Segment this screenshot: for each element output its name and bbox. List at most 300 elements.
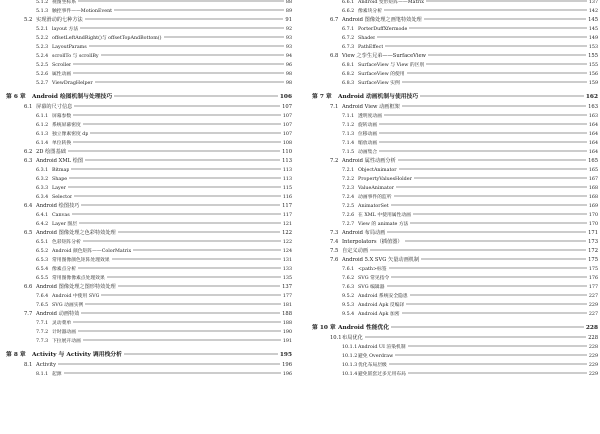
toc-entry-page: 164 (588, 150, 598, 155)
toc-entry-page: 106 (279, 94, 292, 100)
toc-entry-title: ValueAnimator (358, 186, 394, 191)
toc-leader-line (379, 151, 587, 152)
toc-entry-title: Android 图像处理之画笔特效处理 (342, 17, 422, 23)
toc-entry-number: 5.1.2 (36, 0, 49, 5)
toc-entry-number: 6.5.1 (36, 240, 49, 245)
toc-entry-number: 第 10 章 (312, 325, 336, 331)
toc-entry (312, 274, 598, 283)
toc-entry-title: Android 绘图机制与处理技巧 (32, 94, 113, 100)
toc-entry-page: 93 (285, 45, 292, 50)
toc-leader-line (370, 250, 586, 251)
toc-entry (6, 211, 292, 220)
toc-leader-line (83, 241, 281, 242)
toc-entry-page: 163 (588, 114, 598, 119)
toc-entry-page: 170 (588, 213, 598, 218)
toc-entry-page: 190 (282, 330, 292, 335)
toc-entry-page: 191 (282, 339, 292, 344)
toc-entry (312, 52, 598, 61)
toc-entry-title: 自定义动画 (342, 248, 368, 254)
toc-leader-line (133, 250, 281, 251)
toc-entry-number: 7.6.4 (36, 294, 49, 299)
toc-left-column (6, 0, 292, 379)
toc-entry-title: 系统屏幕密度 (52, 123, 81, 128)
toc-entry (312, 229, 598, 238)
toc-leader-line (391, 205, 587, 206)
toc-entry (312, 370, 598, 379)
toc-entry (312, 343, 598, 352)
toc-entry (312, 61, 598, 70)
toc-entry-page: 227 (588, 312, 598, 317)
toc-entry-page: 177 (282, 294, 292, 299)
toc-entry-page: 115 (282, 186, 292, 191)
toc-entry-number: 6.3.1 (36, 168, 49, 173)
toc-entry-page: 188 (282, 311, 292, 317)
toc-leader-line (81, 313, 280, 314)
toc-entry (6, 319, 292, 328)
toc-entry-number: 7.3 (330, 230, 339, 236)
toc-entry (6, 361, 292, 370)
toc-leader-line (413, 214, 587, 215)
toc-entry-title: Activity 与 Activity 调用栈分析 (32, 352, 122, 358)
toc-entry-number: 5.2.6 (36, 72, 49, 77)
toc-leader-line (410, 223, 586, 224)
toc-entry-number: 5.2.1 (36, 27, 49, 32)
toc-entry-page: 135 (282, 276, 292, 281)
toc-leader-line (402, 313, 587, 314)
toc-entry-page: 98 (285, 72, 292, 77)
toc-entry-title: Android XML 绘图 (36, 158, 84, 164)
toc-entry (6, 166, 292, 175)
toc-entry-number: 6.1 (24, 104, 33, 110)
toc-entry (312, 247, 598, 256)
toc-entry (312, 292, 598, 301)
toc-leader-line (379, 133, 587, 134)
toc-entry-title: Android 颜色矩阵——ColorMatrix (52, 249, 132, 254)
toc-entry-number: 6.1.1 (36, 114, 49, 119)
toc-entry (6, 370, 292, 379)
toc-entry-page: 113 (282, 177, 292, 182)
toc-entry-number: 7.4 (330, 239, 339, 245)
toc-entry-page: 110 (282, 149, 292, 155)
toc-entry-title: 下拉展开动画 (52, 339, 81, 344)
toc-entry-title: SVG 常见指令 (358, 276, 390, 281)
toc-entry-title: View 之孪生兄弟——SurfaceView (342, 53, 426, 59)
toc-entry-number: 7.2.3 (342, 186, 355, 191)
toc-entry (312, 139, 598, 148)
toc-leader-line (73, 73, 284, 74)
toc-leader-line (164, 37, 284, 38)
toc-entry-title: 避免 Overdraw (358, 354, 394, 359)
toc-entry-number: 7.6.3 (342, 285, 355, 290)
toc-entry-number: 7.7.3 (36, 339, 49, 344)
toc-entry (6, 148, 292, 157)
toc-entry-title: Shader (358, 36, 376, 41)
toc-entry (6, 139, 292, 148)
toc-leader-line (73, 64, 284, 65)
toc-entry (312, 352, 598, 361)
toc-entry (6, 193, 292, 202)
toc-entry (6, 175, 292, 184)
toc-entry-page: 107 (282, 114, 292, 119)
toc-entry-title: 屏幕的尺寸信息 (36, 104, 73, 110)
toc-entry-title: SurfaceView 与 View 的区别 (358, 63, 425, 68)
toc-entry-title: 独立像素密度 dp (52, 132, 89, 137)
toc-entry (312, 220, 598, 229)
toc-entry-page: 145 (588, 17, 598, 23)
toc-entry-title: 在 XML 中使用属性动画 (358, 213, 411, 218)
toc-leader-line (391, 327, 584, 328)
toc-entry (312, 166, 598, 175)
toc-entry-number: 6.2 (24, 149, 33, 155)
toc-entry-title: 旋转动画 (358, 123, 378, 128)
toc-entry-page: 133 (282, 267, 292, 272)
toc-entry-title: 常用图像颜色矩阵处理效果 (52, 258, 110, 263)
toc-entry (312, 130, 598, 139)
toc-entry-title: 2D 绘图基础 (36, 149, 66, 155)
toc-entry-title: 缩放动画 (358, 141, 378, 146)
toc-leader-line (89, 46, 284, 47)
toc-entry-page: 228 (585, 325, 598, 331)
toc-entry-title: 像素点分析 (52, 267, 76, 272)
toc-entry-number: 6.7 (330, 17, 339, 23)
toc-entry-title: 灵动菜单 (52, 321, 72, 326)
toc-entry (6, 52, 292, 61)
toc-entry-title: offsetLeftAndRight()与 offsetTopAndBottom() (52, 36, 162, 41)
toc-entry-number: 5.2.4 (36, 54, 49, 59)
toc-entry-title: Shape (52, 177, 68, 182)
toc-entry-page: 108 (282, 141, 292, 146)
toc-entry (6, 229, 292, 238)
toc-entry-page: 168 (588, 195, 598, 200)
toc-entry-page: 124 (282, 249, 292, 254)
toc-leader-line (78, 268, 281, 269)
toc-entry-page: 131 (282, 258, 292, 263)
toc-entry-number: 7.6 (330, 257, 339, 263)
toc-entry-number: 7.2 (330, 158, 339, 164)
toc-entry (312, 112, 598, 121)
toc-leader-line (402, 106, 586, 107)
toc-leader-line (81, 205, 280, 206)
toc-entry (312, 70, 598, 79)
toc-entry-title: SVG 编辑器 (358, 285, 385, 290)
toc-leader-line (118, 286, 280, 287)
toc-entry-page: 122 (282, 240, 292, 245)
toc-entry-page: 173 (588, 239, 598, 245)
toc-entry-number: 7.2.7 (342, 222, 355, 227)
toc-entry-page: 98 (285, 81, 292, 86)
toc-entry-title: 屏幕参数 (52, 114, 72, 119)
toc-entry-page: 155 (588, 53, 598, 59)
toc-leader-line (73, 322, 281, 323)
toc-leader-line (68, 187, 281, 188)
toc-entry-number: 8.1.1 (36, 372, 49, 377)
toc-leader-line (428, 55, 586, 56)
toc-entry-page: 162 (585, 94, 598, 100)
toc-entry-number: 10.1 (330, 335, 342, 341)
toc-leader-line (73, 142, 281, 143)
toc-entry (6, 220, 292, 229)
toc-leader-line (78, 331, 281, 332)
toc-entry-title: 动画事件的监听 (358, 195, 392, 200)
toc-entry-page: 168 (588, 186, 598, 191)
toc-entry (312, 283, 598, 292)
toc-entry-number: 6.5.3 (36, 258, 49, 263)
toc-entry-page: 94 (285, 54, 292, 59)
toc-entry (312, 175, 598, 184)
toc-entry-number: 9.5.4 (342, 312, 355, 317)
toc-entry-number: 9.5.3 (342, 303, 355, 308)
toc-entry-number: 7.7.1 (36, 321, 49, 326)
toc-entry-title: Selector (52, 195, 73, 200)
toc-entry-page: 93 (285, 36, 292, 41)
toc-entry (312, 121, 598, 130)
toc-entry-page: 181 (282, 303, 292, 308)
toc-entry-title: 实现滑动的七种方法 (36, 17, 83, 23)
toc-entry-title: scrollTo 与 scrollBy (52, 54, 99, 59)
toc-entry-title: Bitmap (52, 168, 70, 173)
toc-entry-page: 196 (282, 362, 292, 368)
toc-entry-title: Android 5.X SVG 矢量动画机制 (342, 257, 420, 263)
toc-entry-number: 7.7 (24, 311, 33, 317)
toc-entry-title: 像素块分析 (358, 9, 382, 14)
toc-entry (6, 283, 292, 292)
toc-entry (6, 337, 292, 346)
toc-entry-page: 122 (282, 230, 292, 236)
toc-entry (6, 34, 292, 43)
toc-leader-line (114, 10, 284, 11)
toc-entry-page: 137 (282, 284, 292, 290)
toc-entry-page: 155 (588, 63, 598, 68)
toc-entry-title: 单位转换 (52, 141, 72, 146)
toc-entry (6, 256, 292, 265)
toc-entry-title: <path>标签 (358, 267, 387, 272)
toc-leader-line (426, 64, 587, 65)
toc-entry-title: 视图坐标系 (52, 0, 76, 5)
toc-entry (6, 238, 292, 247)
toc-entry (6, 43, 292, 52)
toc-entry-number: 6.4.1 (36, 213, 49, 218)
toc-entry-number: 6.4 (24, 203, 33, 209)
toc-leader-line (101, 55, 284, 56)
toc-entry-number: 7.1 (330, 104, 339, 110)
toc-leader-line (74, 106, 280, 107)
toc-entry (6, 202, 292, 211)
toc-entry (6, 103, 292, 112)
toc-entry-title: SurfaceView 实例 (358, 81, 400, 86)
toc-leader-line (402, 82, 587, 83)
toc-entry (312, 256, 598, 265)
toc-entry-number: 9.5.2 (342, 294, 355, 299)
toc-leader-line (391, 277, 587, 278)
toc-leader-line (73, 115, 281, 116)
toc-entry-title: 布局优化 (342, 335, 363, 341)
toc-entry-number: 第 6 章 (6, 94, 26, 100)
toc-entry (6, 79, 292, 88)
toc-entry-page: 175 (588, 267, 598, 272)
toc-entry-title: PorterDuffXfermode (358, 27, 408, 32)
toc-entry (312, 25, 598, 34)
toc-entry-page: 167 (588, 177, 598, 182)
toc-entry (312, 265, 598, 274)
toc-entry-title: Android 动画特效 (36, 311, 80, 317)
toc-entry-title: Activity (36, 362, 57, 368)
toc-entry (6, 184, 292, 193)
toc-entry-page: 228 (588, 345, 598, 350)
toc-entry-page: 164 (588, 123, 598, 128)
toc-leader-line (365, 337, 586, 338)
toc-leader-line (384, 10, 587, 11)
toc-leader-line (112, 259, 281, 260)
toc-entry-title: Android UI 渲染机制 (358, 345, 406, 350)
toc-entry-number: 7.6.1 (342, 267, 355, 272)
toc-entry-page: 229 (588, 363, 598, 368)
toc-entry-number: 6.6 (24, 284, 33, 290)
toc-entry-title: PropertyValuesHolder (358, 177, 412, 182)
toc-entry-number: 第 8 章 (6, 352, 26, 358)
toc-leader-line (398, 160, 586, 161)
toc-entry-number: 6.5 (24, 230, 33, 236)
toc-leader-line (69, 178, 281, 179)
toc-entry (312, 0, 598, 7)
toc-entry-title: Android 图像处理之图形特效处理 (36, 284, 116, 290)
toc-leader-line (424, 19, 586, 20)
toc-entry-page: 88 (285, 0, 292, 5)
toc-entry-page: 137 (588, 0, 598, 5)
toc-entry-page: 91 (285, 17, 292, 23)
toc-entry (312, 157, 598, 166)
toc-entry (6, 112, 292, 121)
toc-leader-line (71, 169, 280, 170)
toc-leader-line (58, 364, 280, 365)
toc-entry (312, 202, 598, 211)
toc-leader-line (377, 37, 586, 38)
toc-entry-number: 7.1.5 (342, 150, 355, 155)
toc-entry-number: 6.5.5 (36, 276, 49, 281)
toc-entry-title: Scroller (52, 63, 72, 68)
toc-entry (6, 265, 292, 274)
toc-entry-title: Android View 动画框架 (342, 104, 400, 110)
toc-entry-page: 145 (588, 27, 598, 32)
toc-leader-line (409, 28, 587, 29)
toc-entry-page: 107 (282, 104, 292, 110)
toc-entry-number: 6.5.4 (36, 267, 49, 272)
toc-entry-number: 5.1.3 (36, 9, 49, 14)
toc-leader-line (408, 346, 587, 347)
toc-leader-line (389, 268, 587, 269)
toc-entry (6, 25, 292, 34)
toc-entry-page: 228 (588, 335, 598, 341)
toc-entry-page: 121 (282, 222, 292, 227)
toc-leader-line (387, 232, 586, 233)
toc-entry (6, 0, 292, 7)
toc-entry-number: 6.7.1 (342, 27, 355, 32)
toc-entry-number: 6.8.1 (342, 63, 355, 68)
toc-entry (312, 322, 598, 334)
toc-entry-page: 149 (588, 36, 598, 41)
toc-entry-page: 113 (282, 168, 292, 173)
toc-entry-page: 113 (282, 158, 292, 164)
toc-leader-line (387, 286, 587, 287)
toc-leader-line (385, 46, 587, 47)
toc-entry-number: 5.2.7 (36, 81, 49, 86)
toc-entry (6, 91, 292, 103)
toc-entry-title: Android 中使用 SVG (52, 294, 100, 299)
toc-entry-number: 10.1.1 (342, 345, 358, 350)
toc-entry-number: 6.3 (24, 158, 33, 164)
toc-entry-title: Android 绘图技巧 (36, 203, 80, 209)
toc-entry-number: 10.1.2 (342, 354, 358, 359)
toc-entry-title: Android 变形矩阵——Matrix (358, 0, 424, 5)
toc-leader-line (414, 178, 587, 179)
toc-entry-page: 229 (588, 354, 598, 359)
toc-leader-line (389, 364, 587, 365)
toc-entry-page: 171 (588, 230, 598, 236)
toc-entry-number: 7.1.1 (342, 114, 355, 119)
toc-entry-title: layout 方法 (52, 27, 79, 32)
toc-entry-title: 位移动画 (358, 132, 378, 137)
toc-entry-page: 176 (588, 276, 598, 281)
toc-entry-number: 5.2.3 (36, 45, 49, 50)
toc-entry-title: 动画集合 (358, 150, 378, 155)
toc-leader-line (85, 19, 284, 20)
toc-leader-line (379, 142, 587, 143)
toc-entry-page: 107 (282, 123, 292, 128)
toc-entry-title: 避免嵌套过多无用布局 (358, 372, 406, 377)
toc-entry-number: 5.2 (24, 17, 33, 23)
toc-entry-number: 6.3.2 (36, 177, 49, 182)
toc-entry (312, 7, 598, 16)
toc-entry-title: Interpolators（插值器） (342, 239, 403, 245)
toc-leader-line (78, 1, 284, 2)
toc-entry-page: 170 (588, 222, 598, 227)
toc-leader-line (394, 196, 587, 197)
toc-entry-page: 169 (588, 204, 598, 209)
toc-entry-page: 188 (282, 321, 292, 326)
toc-entry-number: 7.7.2 (36, 330, 49, 335)
toc-entry-page: 96 (285, 63, 292, 68)
toc-leader-line (379, 124, 587, 125)
toc-leader-line (124, 354, 278, 355)
toc-entry-number: 6.4.2 (36, 222, 49, 227)
toc-leader-line (83, 124, 281, 125)
toc-leader-line (95, 82, 284, 83)
toc-entry (312, 103, 598, 112)
toc-leader-line (90, 133, 280, 134)
toc-entry-title: 色彩矩阵分析 (52, 240, 81, 245)
toc-entry-page: 163 (588, 104, 598, 110)
toc-entry-title: 触控事件——MotionEvent (52, 9, 113, 14)
toc-entry-number: 6.8.2 (342, 72, 355, 77)
toc-right-column (312, 0, 598, 379)
toc-entry-number: 5.2.2 (36, 36, 49, 41)
toc-leader-line (399, 169, 587, 170)
toc-entry-title: SurfaceView 的使用 (358, 72, 405, 77)
toc-entry (6, 328, 292, 337)
toc-entry-title: AnimatorSet (358, 204, 389, 209)
toc-entry-number: 7.5 (330, 248, 339, 254)
toc-entry (6, 130, 292, 139)
toc-leader-line (80, 28, 284, 29)
toc-entry-number: 6.6.1 (342, 0, 355, 5)
toc-entry (312, 79, 598, 88)
toc-entry-number: 第 7 章 (312, 94, 332, 100)
toc-entry-title: ObjectAnimator (358, 168, 397, 173)
toc-entry-title: View 的 animate 方法 (358, 222, 409, 227)
toc-leader-line (426, 1, 587, 2)
toc-entry-number: 5.2.5 (36, 63, 49, 68)
toc-entry (6, 292, 292, 301)
toc-leader-line (408, 373, 587, 374)
